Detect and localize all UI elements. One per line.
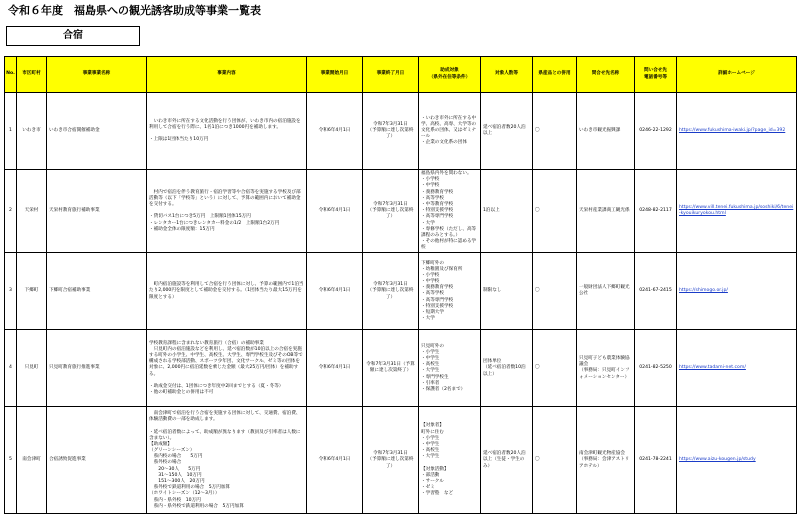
cell-combo: 〇 bbox=[533, 330, 577, 407]
cell-count: 1泊以上 bbox=[481, 170, 533, 253]
col-header-content: 事業内容 bbox=[147, 57, 307, 93]
cell-contact: 只見町子ども農業体験協議会 （事務局：只見町インフォメーションセンター） bbox=[577, 330, 635, 407]
cell-start: 令和6年4月1日 bbox=[307, 93, 363, 170]
cell-city: いわき市 bbox=[17, 93, 47, 170]
cell-url-link[interactable]: https://www.tadami-net.com/ bbox=[677, 330, 797, 407]
cell-url-link[interactable]: https://www.fukushima-iwaki.jp/?page_id=392 bbox=[677, 93, 797, 170]
col-header-url: 詳細ホームページ bbox=[677, 57, 797, 93]
table-row bbox=[5, 253, 797, 330]
page-title: 令和６年度 福島県への観光誘客助成等事業一覧表 bbox=[8, 4, 261, 17]
cell-contact: 天栄村産業課商工観光係 bbox=[577, 170, 635, 253]
col-header-contact: 問合せ先名称 bbox=[577, 57, 635, 93]
cell-tel: 0246-22-1292 bbox=[635, 93, 677, 170]
cell-name: 天栄村教育旅行補助事業 bbox=[47, 170, 147, 253]
cell-target: 福島県内外を問わない。 ・小学校 ・中学校 ・義務教育学校 ・高等学校 ・中等教育学校 ・特別支援学校 ・高等専門学校 ・大学 ・専修学校（ただし、高等課程のみとする。） ・その他村が特に認める学校 bbox=[419, 170, 481, 253]
cell-count: 延べ宿泊者数20人泊以上（生徒・学生のみ） bbox=[481, 407, 533, 514]
cell-start: 令和6年4月1日 bbox=[307, 170, 363, 253]
col-header-no: No. bbox=[5, 57, 17, 93]
cell-city: 只見町 bbox=[17, 330, 47, 407]
cell-no: 1 bbox=[5, 93, 17, 170]
cell-url-link[interactable]: https://www.vill.tenei.fukushima.jp/soshiki/6/tenei-kyouikuryokou.html bbox=[677, 170, 797, 253]
col-header-combo: 県産品との併用 bbox=[533, 57, 577, 93]
cell-name: 下郷町合宿補助事業 bbox=[47, 253, 147, 330]
cell-end: 令和7年3月31日 （予算額に達し次第終了） bbox=[363, 407, 419, 514]
cell-content: 町内宿泊施設等を利用して合宿を行う団体に対し、予算の範囲内で1泊当たり2,000円を限度として補助金を交付する。（1団体当たり最大15万円を限度とする） bbox=[147, 253, 307, 330]
table-row bbox=[5, 93, 797, 170]
col-header-count: 対象人数等 bbox=[481, 57, 533, 93]
cell-end: 令和7年3月31日 （予算額に達し次第終了） bbox=[363, 170, 419, 253]
cell-city: 南会津町 bbox=[17, 407, 47, 514]
cell-start: 令和6年4月1日 bbox=[307, 253, 363, 330]
col-header-tel: 問い合せ先 電話番号等 bbox=[635, 57, 677, 93]
cell-no: 5 bbox=[5, 407, 17, 514]
cell-start: 令和6年4月1日 bbox=[307, 330, 363, 407]
cell-name: 只見町教育旅行推進事業 bbox=[47, 330, 147, 407]
cell-city: 天栄村 bbox=[17, 170, 47, 253]
cell-end: 令和7年3月31日 （予算額に達し次第終了） bbox=[363, 253, 419, 330]
cell-target: ・いわき市外に所在する中学、高校、高専、大学等の文化系の団体、又はゼミナール ・企業の文化系の団体 bbox=[419, 93, 481, 170]
cell-city: 下郷町 bbox=[17, 253, 47, 330]
table-row bbox=[5, 407, 797, 514]
cell-combo: 〇 bbox=[533, 253, 577, 330]
cell-target: 只見町外の ・小学生 ・中学生 ・高校生 ・大学生 ・専門学校生 ・引率者 ・保護者（2名まで） bbox=[419, 330, 481, 407]
cell-no: 3 bbox=[5, 253, 17, 330]
cell-start: 令和6年4月1日 bbox=[307, 407, 363, 514]
cell-combo: 〇 bbox=[533, 407, 577, 514]
cell-tel: 0241-82-5250 bbox=[635, 330, 677, 407]
cell-name: いわき市合宿開催補助金 bbox=[47, 93, 147, 170]
header-row bbox=[5, 57, 797, 93]
subsidy-table bbox=[4, 56, 797, 514]
col-header-target: 助成対象 （県外在住等条件） bbox=[419, 57, 481, 93]
cell-end: 令和7年3月31日（予算額に達し次第終了） bbox=[363, 330, 419, 407]
cell-end: 令和7年3月31日 （予算額に達し次第終了） bbox=[363, 93, 419, 170]
cell-target: 下郷町外の ・幼稚園及び保育所 ・小学校 ・中学校 ・義務教育学校 ・高等学校 ・高等専門学校 ・特別支援学校 ・短期大学 ・大学 bbox=[419, 253, 481, 330]
col-header-end: 事業終了月日 bbox=[363, 57, 419, 93]
col-header-city: 市区町村 bbox=[17, 57, 47, 93]
cell-tel: 0241-78-2241 bbox=[635, 407, 677, 514]
table-row bbox=[5, 170, 797, 253]
cell-content: 村内で宿泊を伴う教育旅行・宿泊学習等や合宿等を実施する学校及び部活動等（以下「学校等」という）に対して、予算の範囲内において補助金を交付する。 ・貸切バス1台につき5万円 上限額1団体15万円 ・レンタカー1台につきレンタカー料金の1/2 上限額1台2万円 ・補助金全体の限度額：15万円 bbox=[147, 170, 307, 253]
cell-content: 南会津町で宿泊を行う合宿を実施する団体に対して、交通費、宿泊費、体験活動費の一部を助成します。 ・延べ宿泊者数によって、助成額が異なります（教員及び引率者は人数に含まない）。 【助成額】 （グリーンシーズン） 県内校の場合 5万円 県外校の場合 20～30人 5万円 31～150人 10万円 151～300人 20万円 県外校で鉄道利用の場合 5万円加算 （ホワイトシーズン（12～3月）） 県内・県外校 10万円 県内・県外校で鉄道利用の場合 5万円加算 bbox=[147, 407, 307, 514]
cell-count: 団体単位 （延べ宿泊者数10泊以上） bbox=[481, 330, 533, 407]
cell-tel: 0241-67-2415 bbox=[635, 253, 677, 330]
cell-url-link[interactable]: https://www.aizu-kougen.jp/study bbox=[677, 407, 797, 514]
cell-contact: 一般財団法人下郷町観光公社 bbox=[577, 253, 635, 330]
cell-combo: 〇 bbox=[533, 170, 577, 253]
cell-contact: いわき市観光振興課 bbox=[577, 93, 635, 170]
cell-no: 2 bbox=[5, 170, 17, 253]
cell-combo: 〇 bbox=[533, 93, 577, 170]
cell-content: いわき市外に所在する文化活動を行う団体が、いわき市内の宿泊施設を利用して合宿を行う際に、1名1泊につき1000円を補助します。 ・上限は1団体当たり10万円 bbox=[147, 93, 307, 170]
cell-contact: 南会津町観光物産協会（事務局：会津アストリアホテル） bbox=[577, 407, 635, 514]
col-header-start: 事業開始月日 bbox=[307, 57, 363, 93]
table-row bbox=[5, 330, 797, 407]
cell-content: 学校教育課程に含まれない教育旅行（合宿）の補助事業 只見町内の宿泊施設などを利用し、延べ宿泊数が10泊以上の合宿を実施する町外の小学生、中学生、高校生、大学生、専門学校生及びそのOB等で構成される学校部活動、スポーツ少年団、文化サークル、ゼミ等の団体を対象に、2,000円に宿泊延数を乗じた金額（最大25万円/団体）を補助する。 ・助成金交付は、1団体につき年度中2回までとする（夏・冬等） ・他の町補助金との併用は不可 bbox=[147, 330, 307, 407]
col-header-name: 事業事業名称 bbox=[47, 57, 147, 93]
cell-count: 延べ宿泊者数20人泊以上 bbox=[481, 93, 533, 170]
cell-no: 4 bbox=[5, 330, 17, 407]
section-tab[interactable]: 合宿 bbox=[6, 26, 140, 46]
cell-count: 制限なし bbox=[481, 253, 533, 330]
cell-tel: 0248-82-2117 bbox=[635, 170, 677, 253]
cell-name: 合宿誘致促進事業 bbox=[47, 407, 147, 514]
cell-url-link[interactable]: https://shimogo.or.jp/ bbox=[677, 253, 797, 330]
cell-target: 【対象者】 町外に住む ・小学生 ・中学生 ・高校生 ・大学生 【対象活動】 ・部活動 ・サークル ・ゼミ ・学習塾 など bbox=[419, 407, 481, 514]
